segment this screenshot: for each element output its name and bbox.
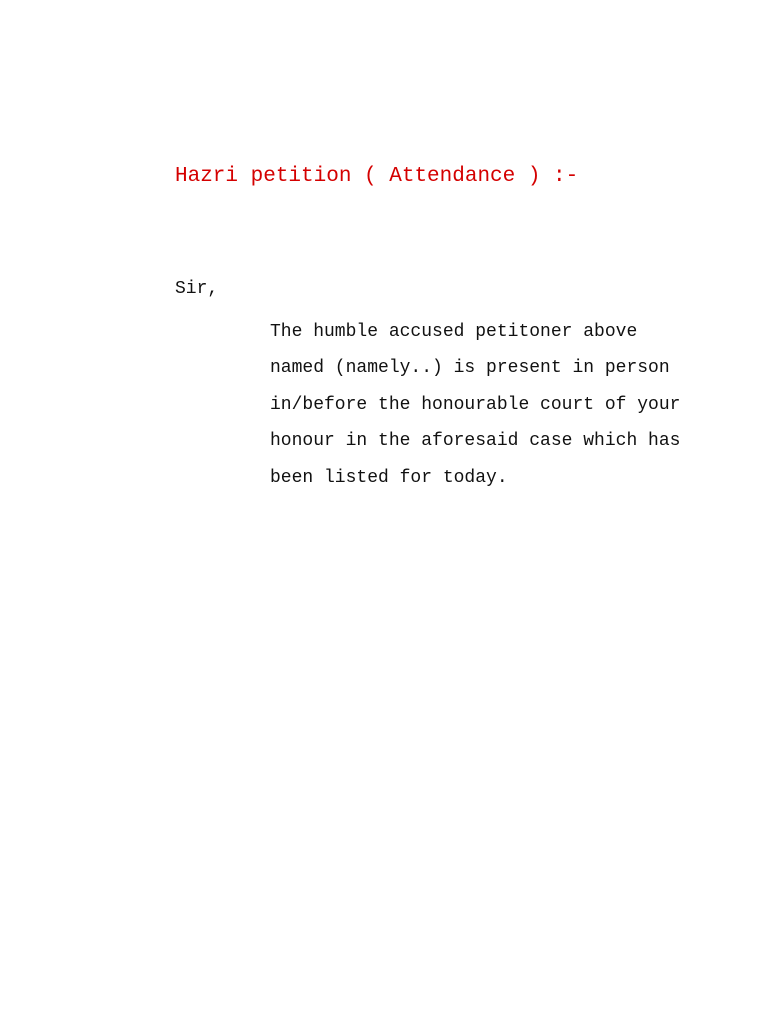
document-title: Hazri petition ( Attendance ) :- xyxy=(175,165,579,188)
salutation: Sir, xyxy=(175,279,219,299)
body-line: been listed for today. xyxy=(270,467,508,488)
body-line: honour in the aforesaid case which has xyxy=(270,431,681,452)
body-line: in/before the honourable court of your xyxy=(270,394,681,415)
body-line: named (namely..) is present in person xyxy=(270,358,670,379)
body-line: The humble accused petitoner above xyxy=(270,322,638,342)
petition-body xyxy=(270,314,680,496)
